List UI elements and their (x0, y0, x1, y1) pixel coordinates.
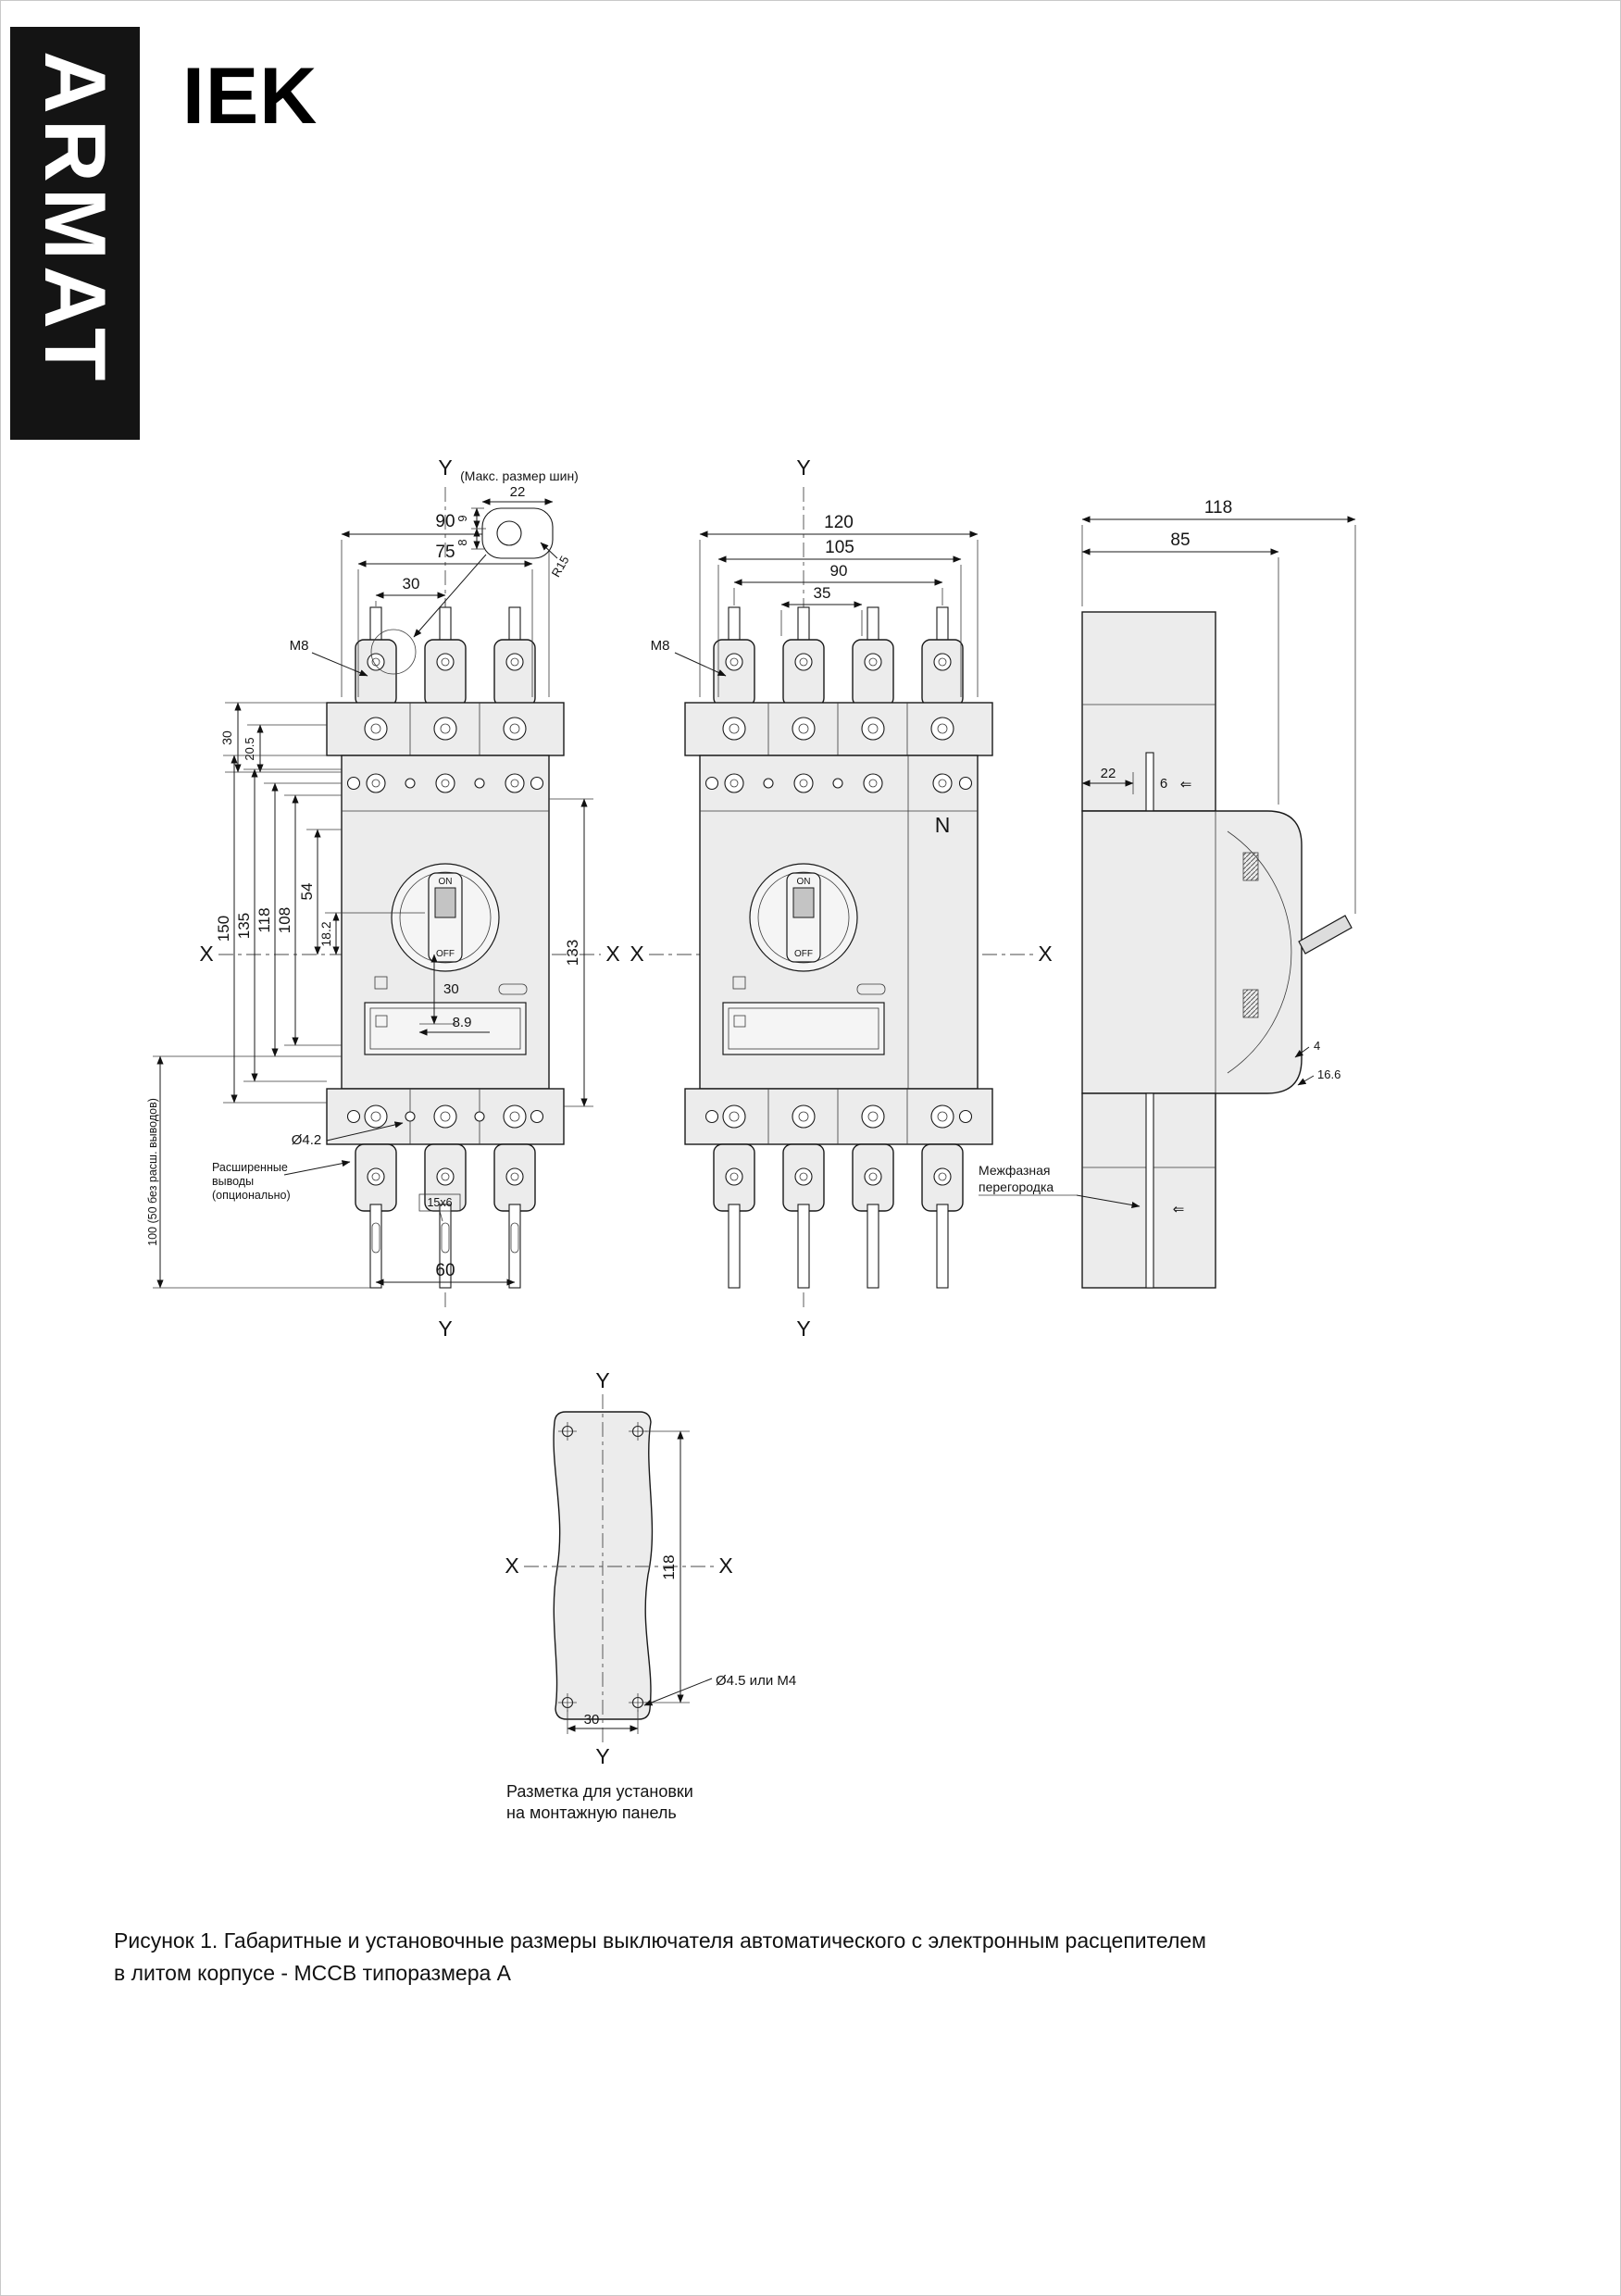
dim-75-label: 75 (435, 543, 455, 562)
dim-30-mid-label: 30 (443, 981, 459, 997)
tmpl-caption-1: Разметка для установки (506, 1782, 693, 1801)
dim-22-side-label: 22 (1100, 766, 1116, 781)
dim-30-left-label: 30 (219, 730, 234, 745)
toggle-handle (435, 888, 455, 917)
off-label-4p: OFF (794, 949, 813, 959)
tmpl-hole-label: Ø4.5 или M4 (716, 1673, 797, 1689)
axis-y-top-label-4p: Y (796, 455, 811, 480)
dim-135-label: 135 (235, 912, 253, 940)
partition-note-2: перегородка (979, 1179, 1054, 1194)
dim-35-label: 35 (813, 584, 831, 602)
axis-x-left-label-4p: X (630, 942, 644, 966)
dim-18-2-label: 18.2 (318, 921, 333, 947)
hole-4-2-label: Ø4.2 (291, 1132, 322, 1148)
front-view-3p (146, 455, 620, 1341)
front-view-4p (630, 455, 1052, 1341)
side-handle (1299, 916, 1352, 954)
figure-caption-line1: Рисунок 1. Габаритные и установочные размеры выключателя автоматического с электронным расцепителем (114, 1928, 1206, 1953)
m8-label-4p: M8 (650, 638, 670, 654)
ext-terminal-note-1: Расширенные (212, 1161, 288, 1174)
toggle-handle-4p (793, 888, 814, 917)
dim-8-9-label: 8.9 (452, 1015, 472, 1030)
dim-118-label: 118 (256, 907, 273, 933)
on-label-front: ON (438, 877, 453, 887)
dim-22-label: 22 (509, 484, 526, 500)
figure-caption (114, 1925, 1540, 1989)
neutral-pole-label: N (934, 813, 951, 837)
banner-text: ARMAT (27, 51, 124, 387)
ext-terminal-note-2: выводы (212, 1175, 255, 1188)
dim-30-top-label: 30 (402, 575, 420, 593)
mounting-template (505, 1368, 796, 1822)
tmpl-axis-x-right: X (718, 1554, 733, 1578)
rating-plate-4p (723, 1003, 884, 1054)
tmpl-axis-y-bottom: Y (595, 1744, 610, 1768)
dim-133-label: 133 (564, 939, 581, 967)
on-label-4p: ON (796, 877, 811, 887)
dim-150-label: 150 (215, 915, 232, 942)
dim-16-6-label: 16.6 (1317, 1067, 1341, 1081)
rating-plate (365, 1003, 526, 1054)
busbar-note: (Макс. размер шин) (460, 468, 579, 483)
dim-120-label: 120 (824, 513, 854, 532)
tmpl-axis-y-top: Y (595, 1368, 610, 1392)
slot-15x6-label: 15х6 (427, 1196, 453, 1209)
figure-caption-line2: в литом корпусе - MCCB типоразмера A (114, 1960, 512, 1985)
dim-118-side-label: 118 (1203, 498, 1233, 518)
dim-9-label: 9 (455, 515, 469, 522)
axis-y-bottom-label-4p: Y (796, 1316, 811, 1341)
axis-y-bottom-label: Y (438, 1316, 453, 1341)
axis-x-left-label: X (199, 942, 214, 966)
partition-note-1: Межфазная (979, 1163, 1051, 1178)
ext-terminal-note-3: (опционально) (212, 1189, 291, 1202)
iek-logo: IEK (182, 52, 318, 141)
front-body-geometry (327, 607, 564, 1288)
dim-105-label: 105 (825, 538, 854, 557)
tmpl-dim-30-label: 30 (583, 1712, 600, 1728)
axis-x-right-label-4p: X (1038, 942, 1053, 966)
dim-r15-label: R15 (548, 553, 572, 580)
side-geometry (1082, 612, 1352, 1288)
dim-100-label: 100 (50 без расш. выводов) (146, 1098, 159, 1246)
tmpl-axis-x-left: X (505, 1554, 519, 1578)
dim-54-label: 54 (298, 882, 316, 901)
interphase-partition (1146, 1093, 1153, 1288)
dim-60-label: 60 (435, 1261, 455, 1280)
tmpl-caption-2: на монтажную панель (506, 1803, 677, 1822)
dim-90-label: 90 (435, 512, 455, 531)
insert-arrow-top: ⇐ (1179, 777, 1192, 792)
m8-label: M8 (289, 638, 309, 654)
side-view (979, 498, 1355, 1288)
dim-8-label: 8 (455, 539, 469, 546)
dim-4-label: 4 (1314, 1039, 1321, 1053)
axis-y-top-label: Y (438, 455, 453, 480)
axis-x-right-label: X (605, 942, 620, 966)
mid-body-geometry (685, 607, 992, 1288)
tmpl-dim-118-label: 118 (660, 1554, 678, 1580)
dim-90-label-4p: 90 (829, 562, 848, 580)
side-body (1082, 811, 1302, 1093)
dim-20-5-label: 20.5 (243, 737, 256, 761)
dim-108-label: 108 (276, 906, 293, 934)
insert-arrow-bottom: ⇐ (1172, 1202, 1185, 1217)
dim-6-label: 6 (1159, 776, 1168, 792)
off-label-front: OFF (436, 949, 455, 959)
dim-85-label: 85 (1170, 530, 1191, 550)
